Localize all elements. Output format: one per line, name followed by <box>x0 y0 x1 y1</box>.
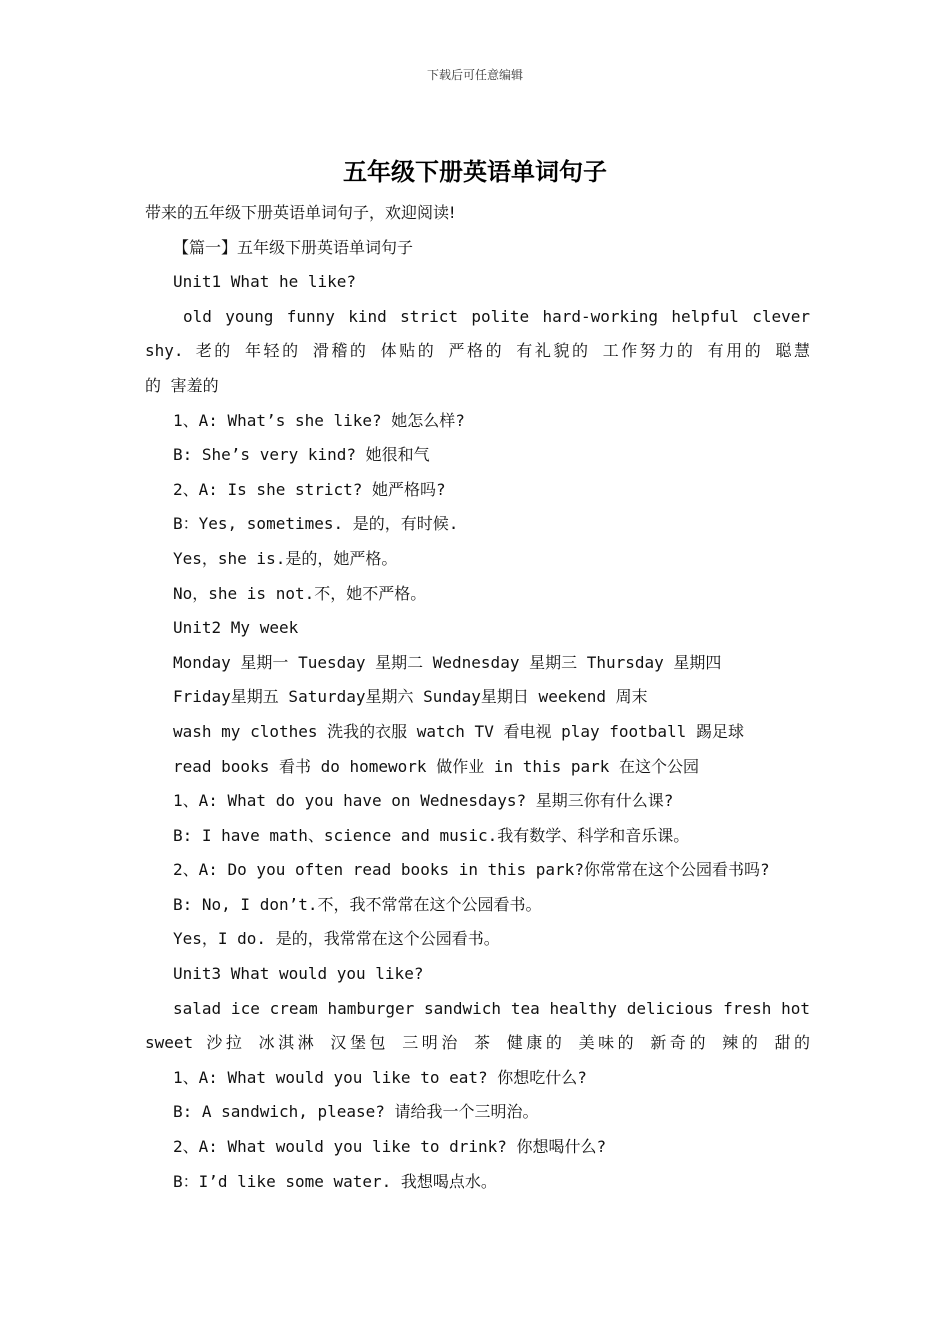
unit1-vocab-line: shy. 老的 年轻的 滑稽的 体贴的 严格的 有礼貌的 工作努力的 有用的 聪慧 <box>145 341 810 361</box>
unit3-vocab-line: sweet 沙拉 冰淇淋 汉堡包 三明治 茶 健康的 美味的 新奇的 辣的 甜的 <box>145 1033 810 1053</box>
unit2-line: 1、A: What do you have on Wednesdays? 星期三你有什么课? <box>173 791 674 811</box>
header-note: 下载后可任意编辑 <box>426 68 523 82</box>
unit1-vocab-line: 的 害羞的 <box>145 375 219 395</box>
unit3-vocab-line: salad ice cream hamburger sandwich tea healthy delicious fresh hot <box>173 998 810 1018</box>
unit1-vocab-line: old young funny kind strict polite hard-working helpful clever <box>183 306 810 326</box>
unit3-sentence: 2、A: What would you like to drink? 你想喝什么? <box>173 1137 607 1157</box>
unit1-sentence: Yes，she is.是的，她严格。 <box>173 548 398 568</box>
unit3-sentence: 1、A: What would you like to eat? 你想吃什么? <box>173 1067 587 1087</box>
unit2-line: read books 看书 do homework 做作业 in this park 在这个公园 <box>173 756 700 776</box>
unit1-sentence: 1、A: What’s she like? 她怎么样? <box>173 410 465 430</box>
unit2-line: 2、A: Do you often read books in this park?你常常在这个公园看书吗? <box>173 860 770 880</box>
intro-text: 带来的五年级下册英语单词句子，欢迎阅读! <box>145 203 456 222</box>
section-heading: 【篇一】五年级下册英语单词句子 <box>173 237 414 257</box>
unit3-sentence: B: A sandwich, please? 请给我一个三明治。 <box>173 1102 539 1122</box>
unit2-line: B: I have math、science and music.我有数学、科学和音乐课。 <box>173 825 690 845</box>
unit3-sentence: B：I’d like some water. 我想喝点水。 <box>173 1171 497 1191</box>
unit1-sentence: No，she is not.不，她不严格。 <box>173 583 427 603</box>
unit3-heading: Unit3 What would you like? <box>173 964 424 984</box>
unit2-line: wash my clothes 洗我的衣服 watch TV 看电视 play football 踢足球 <box>173 721 744 741</box>
unit2-heading: Unit2 My week <box>173 618 299 638</box>
unit2-line: Yes，I do. 是的，我常常在这个公园看书。 <box>173 929 500 949</box>
unit2-line: Friday星期五 Saturday星期六 Sunday星期日 weekend 周末 <box>173 687 648 707</box>
unit2-line: B: No, I don’t.不，我不常常在这个公园看书。 <box>173 894 542 914</box>
unit1-heading: Unit1 What he like? <box>173 272 357 292</box>
page-title: 五年级下册英语单词句子 <box>343 158 607 186</box>
unit2-line: Monday 星期一 Tuesday 星期二 Wednesday 星期三 Thursday 星期四 <box>173 652 722 672</box>
unit1-sentence: B: She’s very kind? 她很和气 <box>173 445 430 465</box>
unit1-sentence: B：Yes, sometimes. 是的，有时候. <box>173 514 459 534</box>
unit1-sentence: 2、A: Is she strict? 她严格吗? <box>173 479 446 499</box>
document-body <box>145 196 810 1199</box>
